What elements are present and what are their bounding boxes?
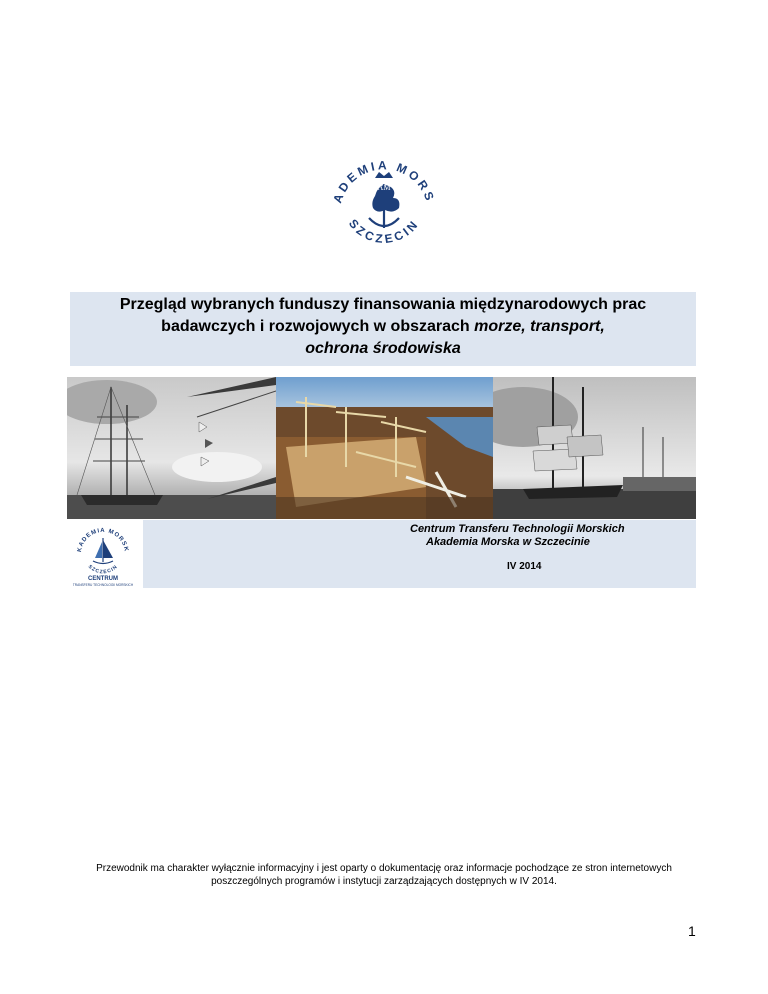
sailing-ships-harbor-photo: [493, 377, 696, 519]
tall-ship-photo: [67, 377, 276, 519]
akademia-morska-seal-icon: [323, 138, 445, 260]
disclaimer: [40, 862, 728, 888]
organization-name: Centrum Transferu Technologii Morskich: [410, 523, 625, 535]
centrum-transferu-logo-icon: [67, 520, 143, 588]
photo-strip: [67, 377, 696, 519]
seal-monogram: AM: [377, 183, 391, 192]
shipyard-cranes-photo: [276, 377, 493, 519]
title-band: [70, 292, 696, 366]
svg-text:AKADEMIA MORSKA: [67, 520, 129, 553]
ctt-logo-arc-text: KADEMIA MORSK: [76, 527, 130, 553]
page-number: 1: [688, 923, 696, 939]
title-line-1: Przegląd wybranych funduszy finansowania międzynarodowych prac: [119, 296, 647, 313]
title-line-3-italic: ochrona środowiska: [305, 340, 461, 357]
seal-arc-top-text: ADEMIA MORS: [330, 158, 438, 205]
svg-text:SZCZECIN: [87, 564, 119, 576]
title-line-3: [70, 338, 696, 360]
seal-arc-bottom-text: SZCZECIN: [345, 216, 423, 247]
ctt-logo-arc-bottom-text: SZCZECIN: [86, 563, 120, 576]
title-line-2: [70, 316, 696, 338]
disclaimer-line-1: Przewodnik ma charakter wyłącznie informacyjny i jest oparty o dokumentację oraz informacje pochodzące ze stron internetowych: [96, 863, 672, 874]
publication-date: IV 2014: [507, 561, 542, 572]
ctt-logo-subname: TRANSFERU TECHNOLOGII MORSKICH: [72, 583, 134, 587]
disclaimer-line-2: poszczególnych programów i instytucji zarządzających dostępnych w IV 2014.: [211, 876, 557, 887]
institution-name: Akademia Morska w Szczecinie: [426, 536, 590, 548]
document-title: [70, 294, 696, 360]
title-line-2-italic: morze, transport,: [474, 318, 605, 335]
info-band: [67, 520, 696, 588]
ctt-logo-name: CENTRUM: [88, 576, 118, 582]
title-line-2-plain: badawczych i rozwojowych w obszarach: [161, 318, 475, 335]
